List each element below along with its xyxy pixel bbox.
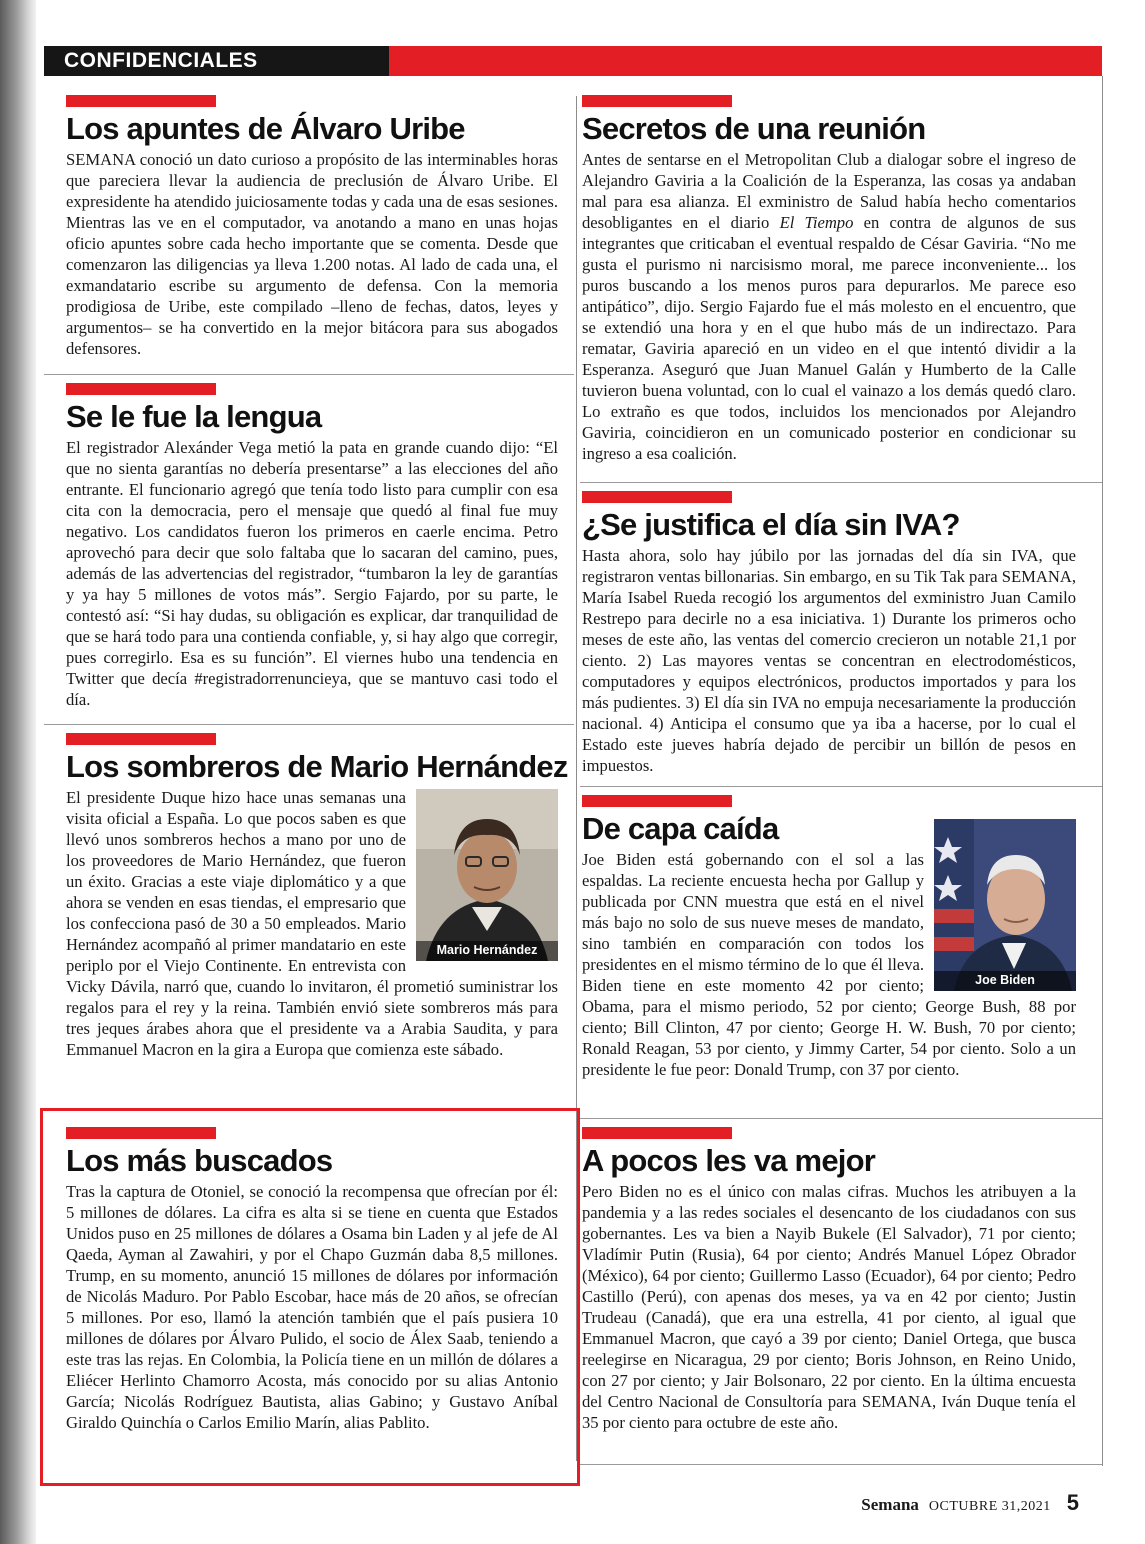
page-frame-right bbox=[1102, 76, 1103, 1466]
headline: Los apuntes de Álvaro Uribe bbox=[66, 111, 465, 146]
separator bbox=[44, 374, 574, 375]
article-body: SEMANA conoció un dato curioso a propósito de las interminables horas que pareciera llevar la audiencia de preclusión de Álvaro Uribe. El expresidente ha atendido juiciosamente todas y cada una de esas sesiones. Mientras las ve en el computador, va anotando a mano en unas hojas oficio apuntes sobre cada hecho importante que se comenta. Desde que comenzaron las diligencias ya lleva 1.200 notas. Al lado de cada una, el exmandatario escribe su argumento de defensa. Con la memoria prodigiosa de Uribe, este compilado –lleno de fechas, datos, leyes y argumentos– se ha convertido en la mejor bitácora para sus abogados defensores. bbox=[66, 150, 558, 358]
banner-red-block bbox=[389, 46, 1102, 76]
headline: ¿Se justifica el día sin IVA? bbox=[582, 507, 960, 542]
article-lengua bbox=[66, 383, 558, 710]
article-sombreros bbox=[66, 733, 568, 1060]
headline-red-bar bbox=[582, 1127, 732, 1139]
headline: Secretos de una reunión bbox=[582, 111, 926, 146]
headline-red-bar bbox=[582, 95, 732, 107]
article-body: El presidente Duque hizo hace unas semanas una visita oficial a España. Lo que pocos saben es que llevó unos sombreros hechos a mano por uno de los proveedores de Mario Hernández, que fueron un éxito. Gracias a este viaje diplomático y a que ahora se venden en esas tiendas, el empresario que los confecciona pasó de 30 a 50 empleados. Mario Hernández acompañó al primer mandatario en este periplo por el Viejo Continente. En entrevista con Vicky Dávila, narró que, cuando lo invitaron, él prometió suministrar los regalos para el rey y la reina. También envió siete sombreros más para tres jeques árabes ahora que el presidente va a Arabia Saudita, y para Emmanuel Macron en la gira a Europa que comienza este sábado. bbox=[66, 788, 558, 1059]
separator bbox=[44, 724, 574, 725]
portrait-illustration bbox=[416, 789, 558, 961]
article-mejor bbox=[582, 1127, 1076, 1433]
headline-red-bar bbox=[66, 733, 216, 745]
article-buscados bbox=[66, 1127, 558, 1433]
photo-mario-hernandez bbox=[416, 789, 558, 961]
headline: A pocos les va mejor bbox=[582, 1143, 875, 1178]
article-body: Tras la captura de Otoniel, se conoció la recompensa que ofrecían por él: 5 millones de dólares. La cifra es alta si se tiene en cuenta que Estados Unidos puso en 25 millones de dólares a Osama bin Laden y al jefe de Al Qaeda, Ayman al Zawahiri, y por el Chapo Guzmán daba 8,5 millones. Trump, en su momento, anunció 15 millones de dólares por información de Nicolás Maduro. Por Pablo Escobar, hace más de 20 años, se ofrecían 5 millones. Por eso, llamó la atención también que el país pusiera 10 millones de dólares por Álvaro Pulido, el socio de Álex Saab, teniendo a este tras las rejas. En Colombia, la Policía tiene en un millón de dólares a Eliécer Herlinto Chamorro Acosta, más conocido por su alias Antonio García; Nicolás Rodríguez Bautista, alias Gabino; y Gustavo Aníbal Giraldo Quinchía o Carlos Emilio Marín, alias Pablito. bbox=[66, 1182, 558, 1432]
article-body: Hasta ahora, solo hay júbilo por las jornadas del día sin IVA, que registraron ventas billonarias. Sin embargo, en su Tik Tak para SEMANA, María Isabel Rueda recogió los argumentos del exministro Juan Camilo Restrepo para decirle no a esa iniciativa. 1) Durante los primeros ocho meses de este año, las ventas del comercio crecieron un notable 21,1 por ciento. 2) Las mayores ventas se concentran en electrodomésticos, computadores y equipos electrónicos, productos importados y para los más pudientes. 3) El día sin IVA no empuja necesariamente la producción nacional. 4) Anticipa el consumo que ya iba a hacerse, por lo cual el Estado este jueves habría dejado de percibir un billón de pesos en impuestos. bbox=[582, 546, 1076, 775]
section-title: CONFIDENCIALES bbox=[64, 49, 258, 72]
article-body: Pero Biden no es el único con malas cifras. Muchos les atribuyen a la pandemia y a las redes sociales el desencanto de los ciudadanos con sus gobernantes. Les va bien a Nayib Bukele (El Salvador), 71 por ciento; Vladímir Putin (Rusia), 64 por ciento; Andrés Manuel López Obrador (México), 64 por ciento; Guillermo Lasso (Ecuador), 64 por ciento; Pedro Castillo (Perú), con apenas dos meses, ya va en 42 por ciento; Justin Trudeau (Canadá), que era una estrella, 41 por ciento, al igual que Emmanuel Macron, que cayó a 39 por ciento; Daniel Ortega, que busca reelegirse en Nicaragua, 29 por ciento; Boris Johnson, en Reino Unido, con 27 por ciento; y Jair Bolsonaro, 22 por ciento. En la última encuesta del Centro Nacional de Consultoría para SEMANA, Iván Duque tenía el 35 por ciento para octubre de este año. bbox=[582, 1182, 1076, 1432]
page-fold-shadow bbox=[0, 0, 36, 1544]
separator bbox=[580, 1118, 1102, 1119]
separator bbox=[580, 786, 1102, 787]
headline: Se le fue la lengua bbox=[66, 399, 322, 434]
article-body: Joe Biden está gobernando con el sol a las espaldas. La reciente encuesta hecha por Gallup y publicada por CNN muestra que está en el nivel más bajo no solo de sus nueve meses de mandato, sino también en comparación con todos los presidentes en el mismo término de lo que él lleva. Biden tiene en este momento 42 por ciento; Obama, para el mismo periodo, 52 por ciento; George Bush, 88 por ciento; Bill Clinton, 47 por ciento; George H. W. Bush, 70 por ciento; Ronald Reagan, 53 por ciento, y Jimmy Carter, 54 por ciento. Solo a un presidente le fue peor: Donald Trump, con 37 por ciento. bbox=[582, 850, 1076, 1079]
photo-caption: Joe Biden bbox=[975, 973, 1035, 987]
headline-red-bar bbox=[582, 795, 732, 807]
headline-red-bar bbox=[66, 1127, 216, 1139]
headline-red-bar bbox=[66, 383, 216, 395]
headline: Los sombreros de Mario Hernández bbox=[66, 749, 568, 784]
magazine-name: Semana bbox=[861, 1495, 919, 1514]
headline: Los más buscados bbox=[66, 1143, 333, 1178]
headline: De capa caída bbox=[582, 811, 779, 846]
article-body bbox=[582, 149, 1076, 464]
headline-red-bar bbox=[66, 95, 216, 107]
article-biden bbox=[582, 795, 1076, 1080]
separator bbox=[580, 482, 1102, 483]
article-reunion bbox=[582, 95, 1076, 464]
section-banner bbox=[44, 46, 1102, 76]
photo-caption: Mario Hernández bbox=[436, 943, 538, 957]
issue-date: OCTUBRE 31,2021 bbox=[928, 1499, 1051, 1514]
body-text-part: Antes de sentarse en el Metropolitan Club a dialogar sobre el ingreso de Alejandro Gaviria a la Coalición de la Esperanza, las cosas ya andaban mal para esa alianza. El exministro de Salud había hecho comentarios desobligantes en el diario bbox=[582, 150, 1076, 232]
article-uribe bbox=[66, 95, 558, 359]
headline-red-bar bbox=[582, 491, 732, 503]
portrait-illustration bbox=[934, 819, 1076, 991]
article-body: El registrador Alexánder Vega metió la pata en grande cuando dijo: “El que no sienta garantías no debería presentarse” a las elecciones del año entrante. El funcionario agregó que tenía todo listo para cumplir con esa cita con la democracia, pero el mensaje que quedó al final fue muy negativo. Los candidatos fueron los primeros en caerle encima. Petro aprovechó para decir que solo faltaba que lo sacaran del camino, pues, además de las advertencias del registrador, “tumbaron la ley de garantías y ya hay 5 millones de votos más”. Sergio Fajardo, por su parte, le contestó así: “Si hay dudas, su obligación es explicar, dar tranquilidad de que se hará todo para una contienda confiable, y, si hay algo que corregir, pues corregirlo. Esa es su función”. El viernes hubo una tendencia en Twitter que decía #registradorrenuncieya, que se mantuvo casi todo el día. bbox=[66, 438, 558, 709]
photo-joe-biden bbox=[934, 819, 1076, 991]
article-iva bbox=[582, 491, 1076, 776]
body-text-part: en contra de algunos de sus integrantes que criticaban el eventual respaldo de César Gaviria. “No me gusta el purismo ni narcisismo moral, me parece inconveniente... los puros buscando a los menos puros para depurarlos. Me parece eso antipático”, dijo. Sergio Fajardo fue el más molesto en el encuentro, que se extendió una hora y en el que hubo más de un indirectazo. Para rematar, Gaviria apareció en un video en el que intentó dividir a la Esperanza. Aseguró que Juan Manuel Galán y Humberto de la Calle tuvieron buena voluntad, con lo cual el vainazo a los demás quedó claro. Lo extraño es que todos, incluidos los mencionados por Alejandro Gaviria, coincidieron en un comunicado posterior en condicionar su ingreso a esa coalición. bbox=[582, 213, 1077, 463]
page-footer bbox=[861, 1490, 1079, 1516]
page-number: 5 bbox=[1066, 1490, 1079, 1515]
separator bbox=[580, 1464, 1102, 1465]
newspaper-name: El Tiempo bbox=[779, 213, 854, 232]
